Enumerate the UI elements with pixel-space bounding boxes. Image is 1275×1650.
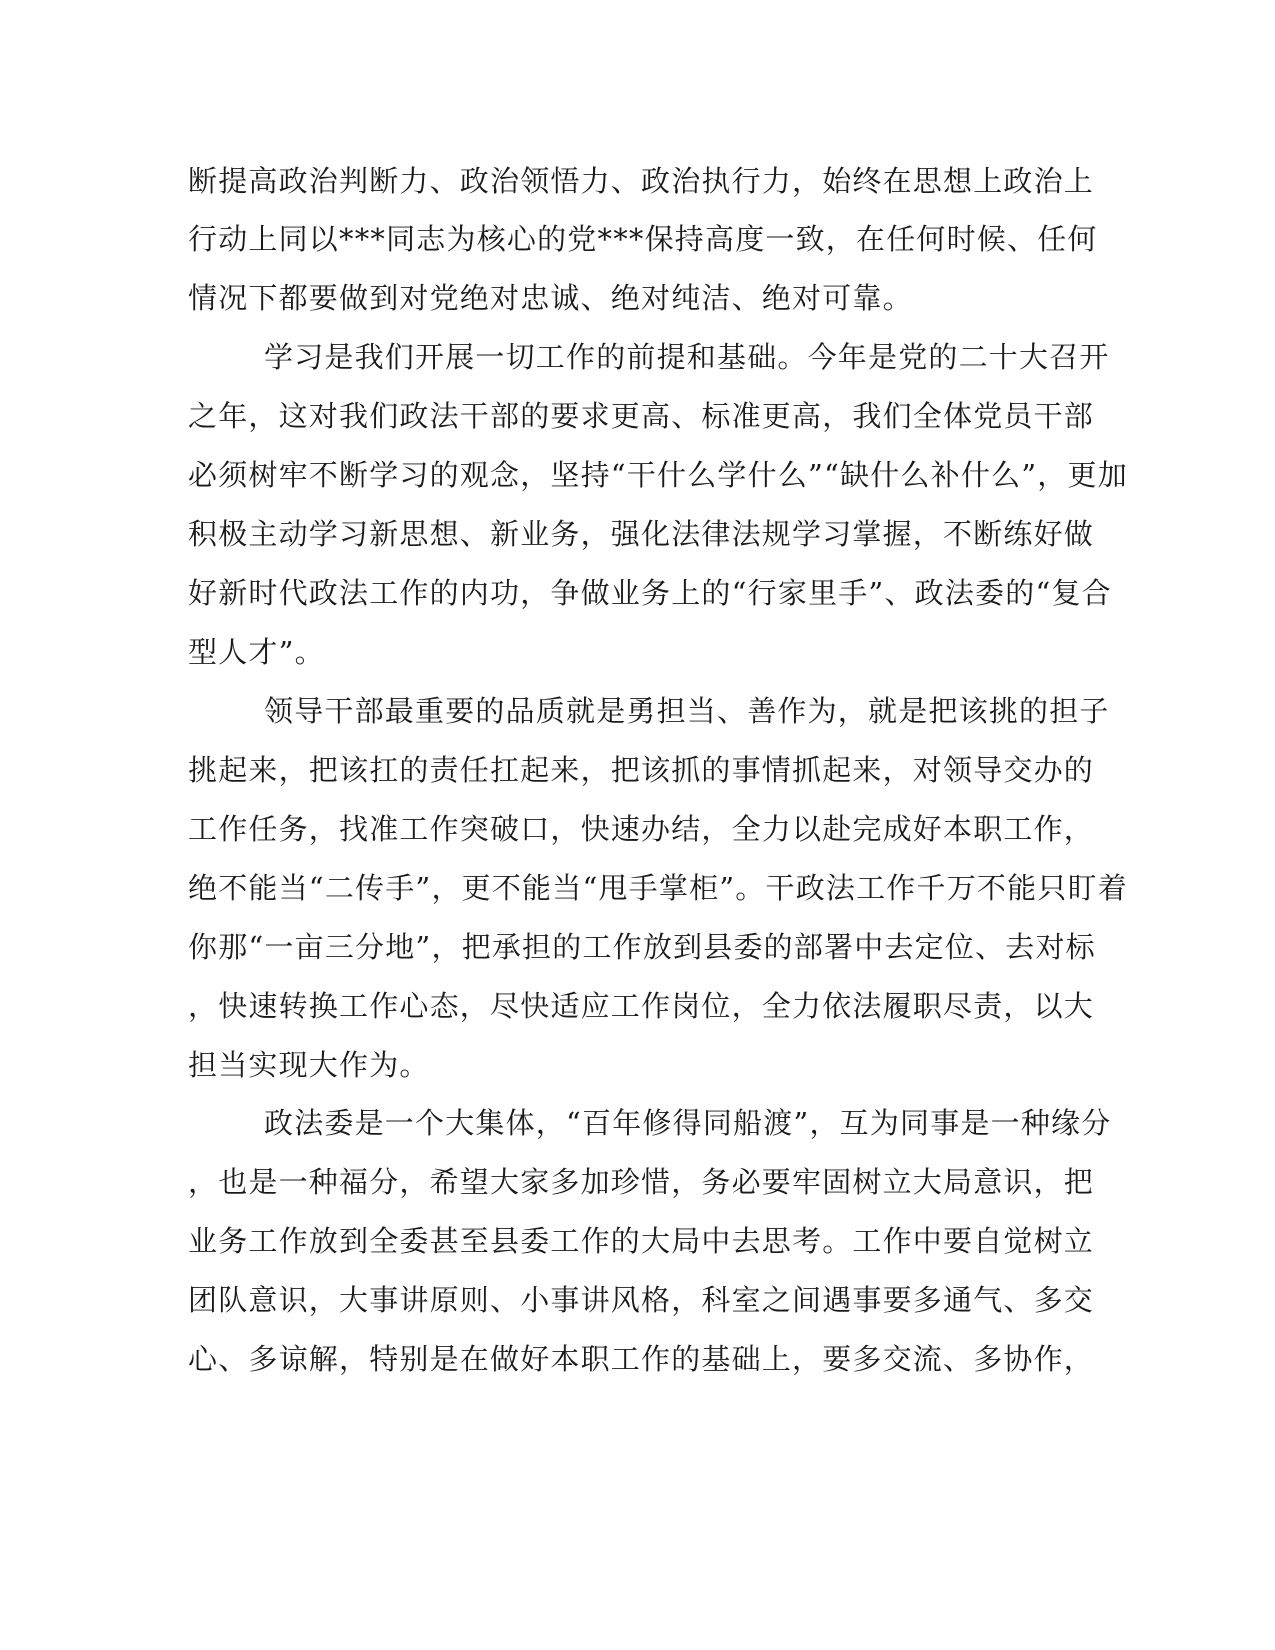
body-text [188, 0, 1128, 1650]
paragraph-2-line-4: 积极主动学习新思想、新业务，强化法律法规学习掌握，不断练好做 [188, 517, 1095, 551]
paragraph-3-line-7: 担当实现大作为。 [188, 1048, 430, 1082]
paragraph-2-line-5: 好新时代政法工作的内功，争做业务上的“行家里手”、政法委的“复合 [188, 576, 1112, 610]
paragraph-1-line-2: 行动上同以***同志为核心的党***保持高度一致，在任何时候、任何 [188, 222, 1098, 256]
paragraph-2-line-2: 之年，这对我们政法干部的要求更高、标准更高，我们全体党员干部 [188, 399, 1095, 433]
paragraph-2-line-6: 型人才”。 [188, 635, 325, 669]
paragraph-3-line-3: 工作任务，找准工作突破口，快速办结，全力以赴完成好本职工作， [188, 812, 1095, 846]
paragraph-3-line-4: 绝不能当“二传手”，更不能当“甩手掌柜”。干政法工作千万不能只盯着 [188, 871, 1128, 905]
paragraph-4-line-1: 政法委是一个大集体，“百年修得同船渡”，互为同事是一种缘分 [264, 1106, 1112, 1140]
paragraph-4-line-5: 心、多谅解，特别是在做好本职工作的基础上，要多交流、多协作， [188, 1342, 1095, 1376]
paragraph-3-line-2: 挑起来，把该扛的责任扛起来，把该抓的事情抓起来，对领导交办的 [188, 753, 1095, 787]
paragraph-4-line-3: 业务工作放到全委甚至县委工作的大局中去思考。工作中要自觉树立 [188, 1224, 1095, 1258]
paragraph-3-line-6: ，快速转换工作心态，尽快适应工作岗位，全力依法履职尽责，以大 [188, 989, 1095, 1023]
paragraph-1-line-3: 情况下都要做到对党绝对忠诚、绝对纯洁、绝对可靠。 [188, 281, 913, 315]
paragraph-3-line-1: 领导干部最重要的品质就是勇担当、善作为，就是把该挑的担子 [264, 694, 1110, 728]
paragraph-3-line-5: 你那“一亩三分地”，把承担的工作放到县委的部署中去定位、去对标 [188, 930, 1096, 964]
paragraph-2-line-1: 学习是我们开展一切工作的前提和基础。今年是党的二十大召开 [264, 340, 1110, 374]
paragraph-2-line-3: 必须树牢不断学习的观念，坚持“干什么学什么”“缺什么补什么”，更加 [188, 458, 1128, 492]
paragraph-4-line-4: 团队意识，大事讲原则、小事讲风格，科室之间遇事要多通气、多交 [188, 1283, 1095, 1317]
paragraph-4-line-2: ，也是一种福分，希望大家多加珍惜，务必要牢固树立大局意识，把 [188, 1165, 1095, 1199]
paragraph-1-line-1: 断提高政治判断力、政治领悟力、政治执行力，始终在思想上政治上 [188, 164, 1095, 198]
